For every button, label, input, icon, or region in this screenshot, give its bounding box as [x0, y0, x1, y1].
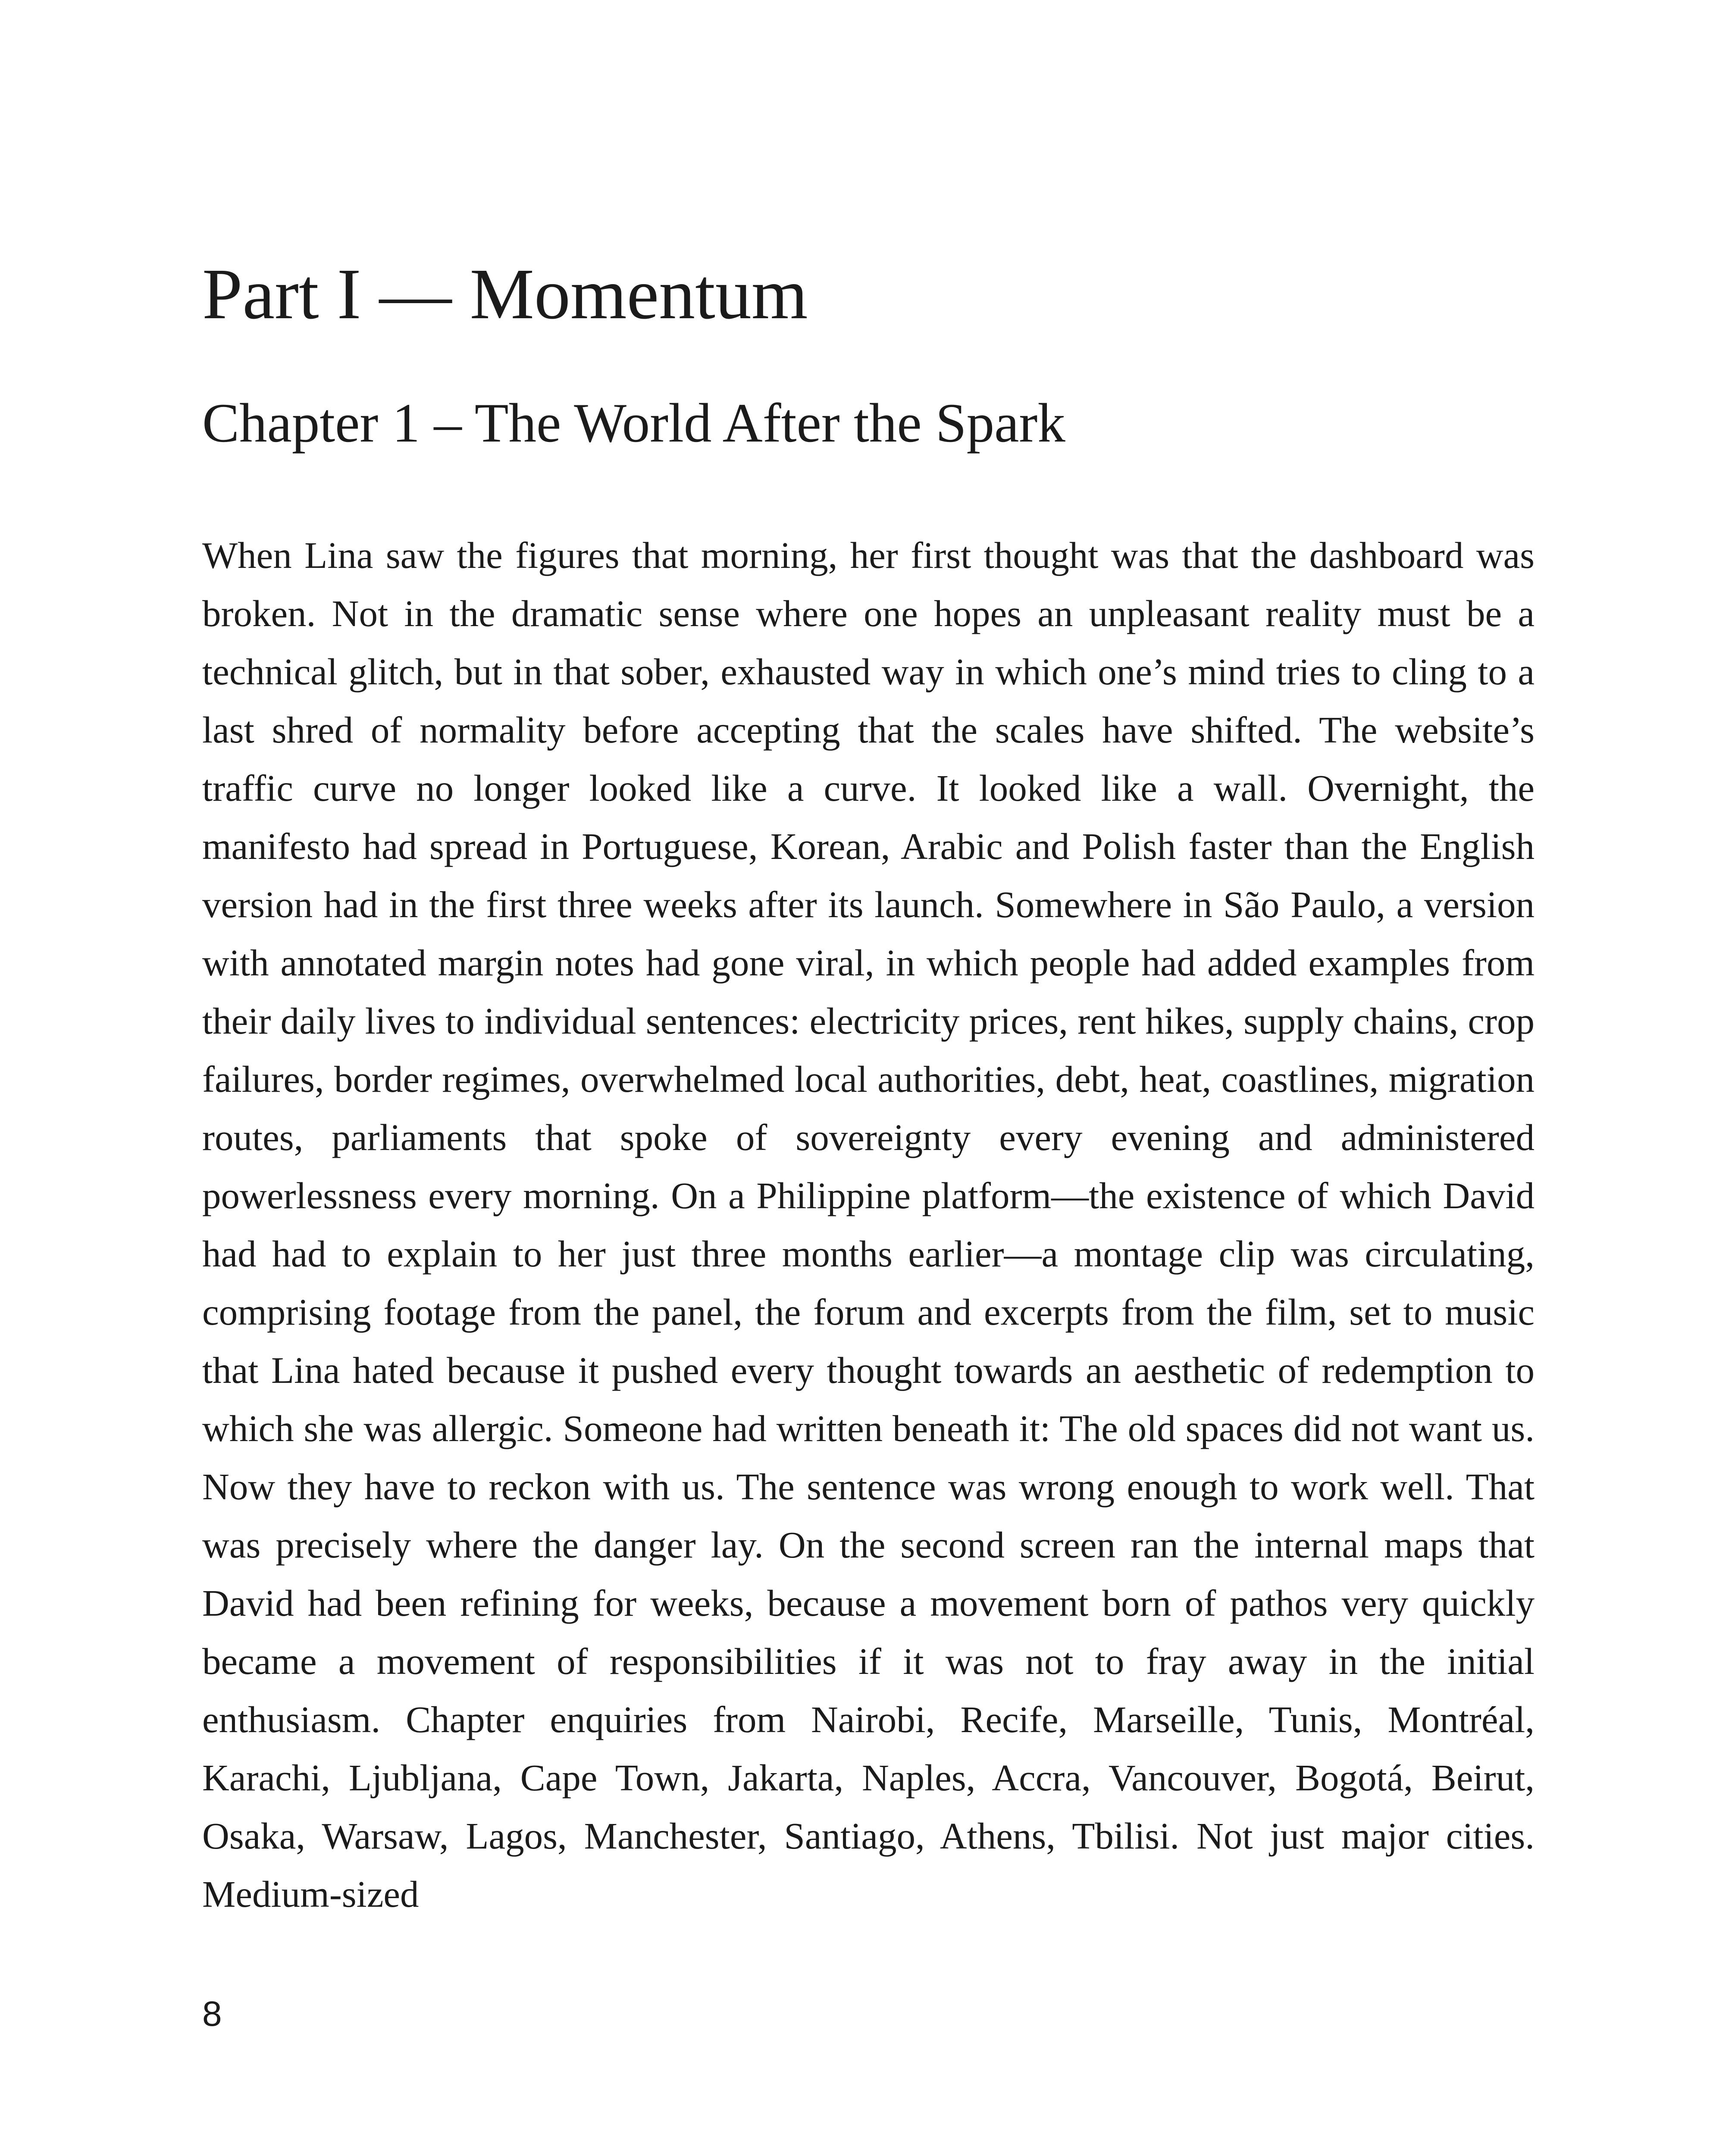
page-number: 8: [202, 1994, 222, 2034]
body-paragraph: When Lina saw the figures that morning, her first thought was that the dashboard was broken. Not in the dramatic sense where one hopes an unpleasant reality must be a technical glitch, but in that sober, exhausted way in which one’s mind tries to cling to a last shred of normality before accepting that the scales have shifted. The website’s traffic curve no longer looked like a curve. It looked like a wall. Overnight, the manifesto had spread in Portuguese, Korean, Arabic and Polish faster than the English version had in the first three weeks after its launch. Somewhere in São Paulo, a version with annotated margin notes had gone viral, in which people had added examples from their daily lives to individual sentences: electricity prices, rent hikes, supply chains, crop failures, border regimes, overwhelmed local authorities, debt, heat, coastlines, migration routes, parliaments that spoke of sovereignty every evening and administered powerlessness every morning. On a Philippine platform—the existence of which David had had to explain to her just three months earlier—a montage clip was circulating, comprising footage from the panel, the forum and excerpts from the film, set to music that Lina hated because it pushed every thought towards an aesthetic of redemption to which she was allergic. Someone had written beneath it: The old spaces did not want us. Now they have to reckon with us. The sentence was wrong enough to work well. That was precisely where the danger lay. On the second screen ran the internal maps that David had been refining for weeks, because a movement born of pathos very quickly became a movement of responsibilities if it was not to fray away in the initial enthusiasm. Chapter enquiries from Nairobi, Recife, Marseille, Tunis, Montréal, Karachi, Ljubljana, Cape Town, Jakarta, Naples, Accra, Vancouver, Bogotá, Beirut, Osaka, Warsaw, Lagos, Manchester, Santiago, Athens, Tbilisi. Not just major cities. Medium-sized: [202, 534, 1535, 1915]
chapter-title: Chapter 1 – The World After the Spark: [202, 392, 1065, 454]
part-title: Part I — Momentum: [202, 254, 808, 334]
